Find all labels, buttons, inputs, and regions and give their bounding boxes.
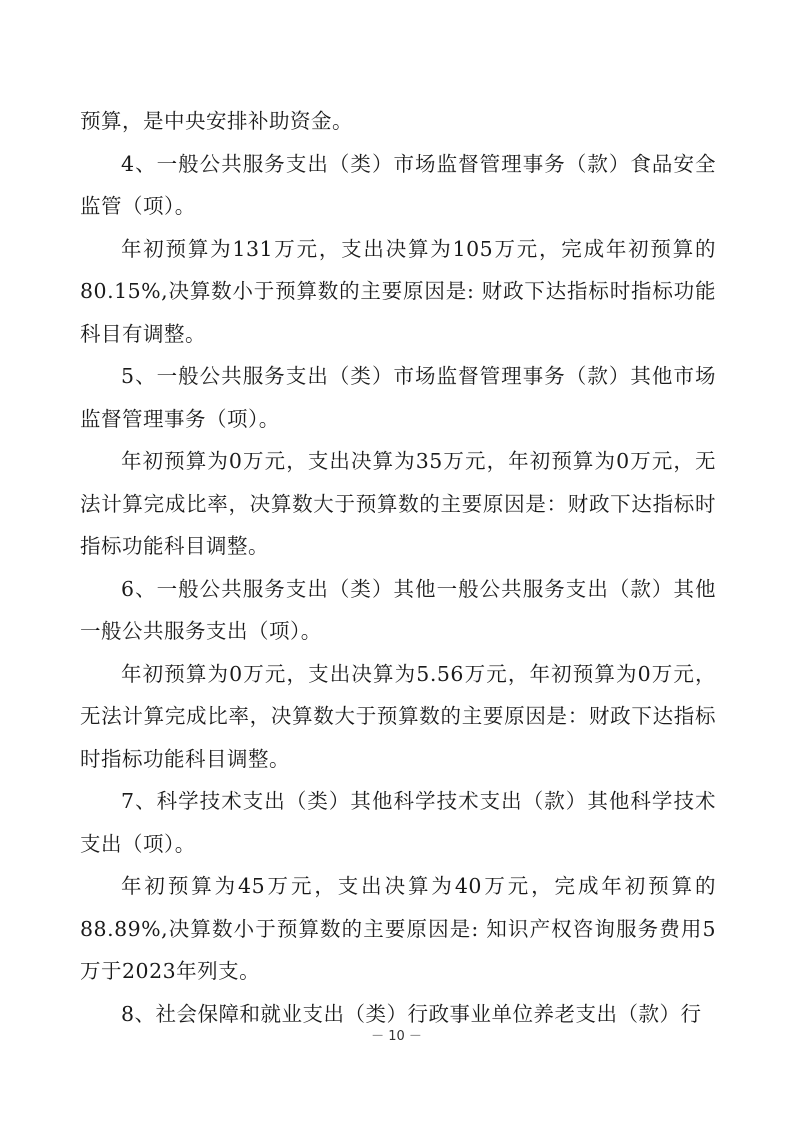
paragraph-item-7-heading: 7、科学技术支出（类）其他科学技术支出（款）其他科学技术支出（项）。 (80, 789, 716, 856)
paragraph-item-4-detail: 年初预算为131万元，支出决算为105万元，完成年初预算的80.15%,决算数小于预算数的主要原因是: 财政下达指标时指标功能科目有调整。 (80, 236, 716, 346)
paragraph-item-5-heading: 5、一般公共服务支出（类）市场监督管理事务（款）其他市场监督管理事务（项）。 (80, 364, 716, 431)
body-text (80, 100, 716, 1035)
paragraph-item-4-heading: 4、一般公共服务支出（类）市场监督管理事务（款）食品安全监管（项）。 (80, 151, 716, 218)
paragraph-item-6-detail: 年初预算为0万元，支出决算为5.56万元，年初预算为0万元，无法计算完成比率，决算数大于预算数的主要原因是：财政下达指标时指标功能科目调整。 (80, 661, 716, 771)
paragraph-item-7-detail: 年初预算为45万元，支出决算为40万元，完成年初预算的88.89%,决算数小于预算数的主要原因是: 知识产权咨询服务费用5万于2023年列支。 (80, 874, 716, 983)
page-number: － 10 － (371, 1029, 422, 1044)
paragraph-continuation: 预算，是中央安排补助资金。 (80, 109, 353, 133)
paragraph-item-5-detail: 年初预算为0万元，支出决算为35万元，年初预算为0万元，无法计算完成比率，决算数大于预算数的主要原因是：财政下达指标时指标功能科目调整。 (80, 449, 716, 558)
paragraph-item-8-heading: 8、社会保障和就业支出（类）行政事业单位养老支出（款）行 (121, 1001, 702, 1026)
paragraph-item-6-heading: 6、一般公共服务支出（类）其他一般公共服务支出（款）其他一般公共服务支出（项）。 (80, 576, 716, 643)
